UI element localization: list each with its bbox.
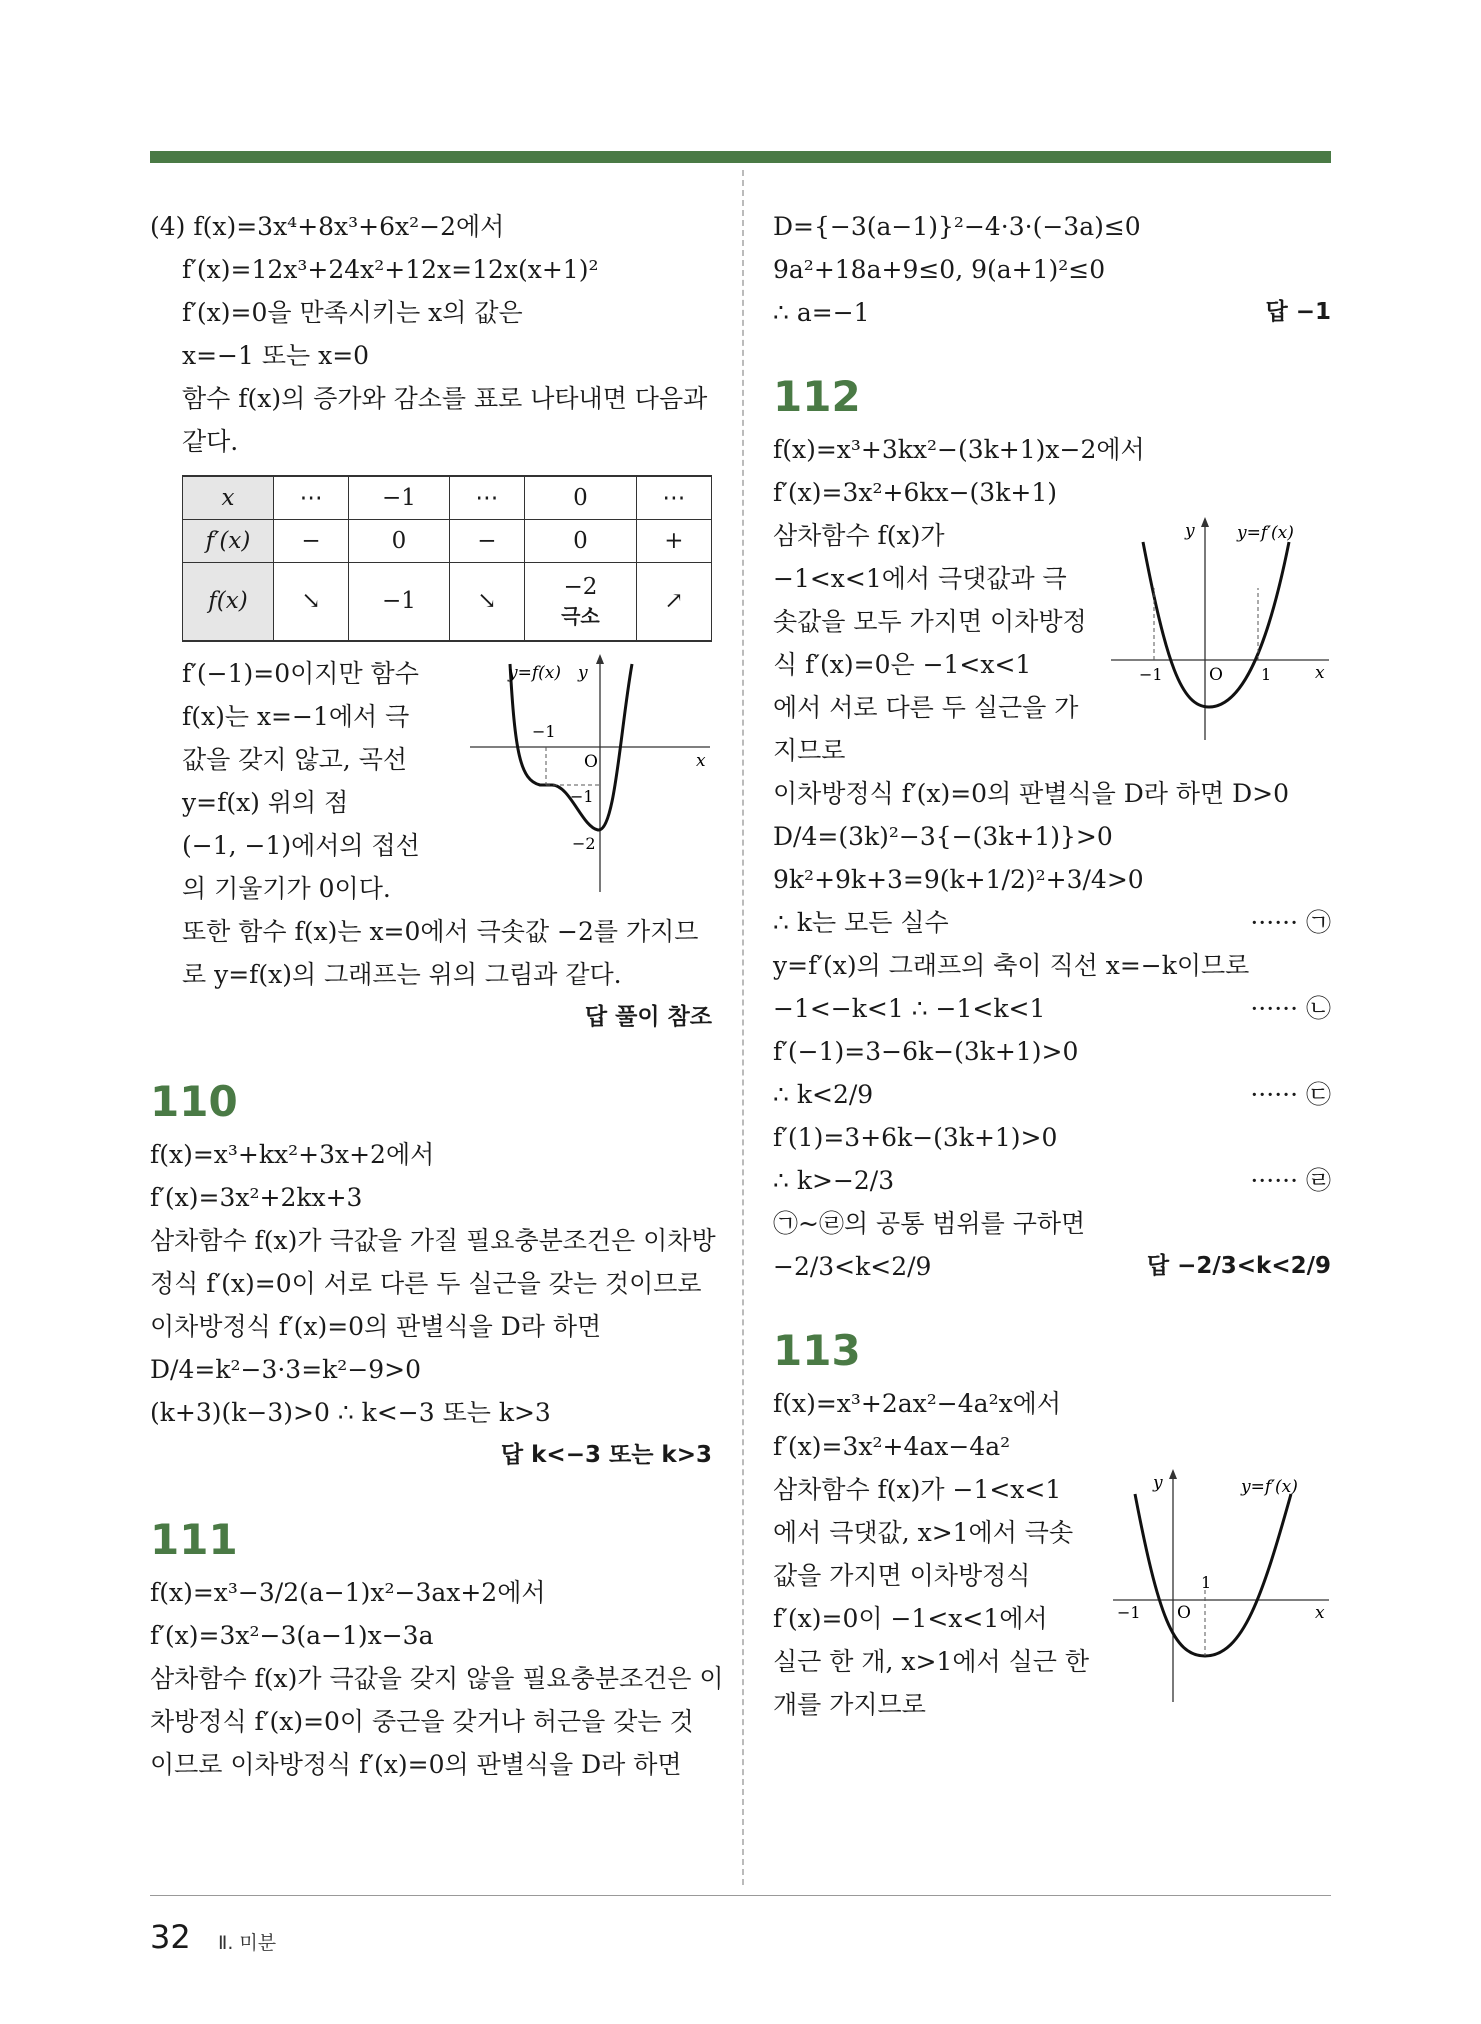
chapter-label: Ⅱ. 미분 bbox=[218, 1932, 277, 1954]
text-line: 로 y=f(x)의 그래프는 위의 그림과 같다. bbox=[182, 959, 622, 989]
side-block bbox=[773, 514, 1331, 772]
table-cell: f(x) bbox=[183, 563, 274, 641]
text-line: 지므로 bbox=[773, 736, 846, 765]
text-line: 에서 서로 다른 두 실근을 가 bbox=[773, 693, 1079, 722]
y-axis-label: y bbox=[1153, 1473, 1163, 1493]
footer-rule bbox=[150, 1895, 1331, 1896]
problem-number-112: 112 bbox=[773, 372, 861, 421]
text-line: 차방정식 f′(x)=0이 중근을 갖거나 허근을 갖는 것 bbox=[150, 1706, 694, 1736]
text-line: f′(1)=3+6k−(3k+1)>0 bbox=[773, 1123, 1058, 1152]
x-axis-label: x bbox=[1315, 663, 1325, 683]
y-axis-label: y bbox=[1185, 521, 1195, 541]
solution-112 bbox=[773, 370, 1331, 1288]
text-line: 실근 한 개, x>1에서 실근 한 bbox=[773, 1647, 1089, 1676]
text-line: f′(x)=0을 만족시키는 x의 값은 bbox=[182, 298, 523, 327]
text-line: 삼차함수 f(x)가 극값을 갖지 않을 필요충분조건은 이 bbox=[150, 1663, 724, 1693]
text-line: ㉠~㉣의 공통 범위를 구하면 bbox=[773, 1209, 1086, 1238]
origin-label: O bbox=[584, 751, 598, 772]
statement: −2/3<k<2/9 bbox=[773, 1252, 932, 1281]
text-line: 의 기울기가 0이다. bbox=[182, 873, 391, 903]
text-line: 에서 극댓값, x>1에서 극솟 bbox=[773, 1518, 1074, 1547]
text-line: f′(x)=3x²+6kx−(3k+1) bbox=[773, 478, 1057, 507]
text-line: (4) f(x)=3x⁴+8x³+6x²−2에서 bbox=[150, 212, 505, 241]
table-cell: + bbox=[636, 520, 711, 563]
text-line: 식 f′(x)=0은 −1<x<1 bbox=[773, 650, 1032, 679]
table-cell: ⋯ bbox=[636, 476, 711, 520]
side-block bbox=[150, 652, 712, 910]
min-value: −2 bbox=[563, 573, 598, 600]
tick-label-y-minus2: −2 bbox=[572, 833, 596, 853]
table-cell: − bbox=[274, 520, 349, 563]
text-line: 개를 가지므로 bbox=[773, 1690, 926, 1719]
tick-label-y-minus1: −1 bbox=[570, 786, 594, 806]
text-line: f′(x)=3x²+2kx+3 bbox=[150, 1182, 363, 1212]
left-column bbox=[150, 205, 724, 1786]
conclusion: ∴ a=−1 bbox=[773, 298, 870, 327]
problem-number-110: 110 bbox=[150, 1076, 238, 1126]
solution-111 bbox=[150, 1513, 724, 1786]
problem-number-111: 111 bbox=[150, 1514, 238, 1564]
answer-112: 답 −2/3<k<2/9 bbox=[1146, 1253, 1331, 1279]
table-cell: ↗ bbox=[636, 563, 711, 641]
text-line: f′(−1)=3−6k−(3k+1)>0 bbox=[773, 1037, 1079, 1066]
text-line: 솟값을 모두 가지면 이차방정 bbox=[773, 607, 1087, 636]
text-line: f′(x)=0이 −1<x<1에서 bbox=[773, 1604, 1048, 1633]
table-cell: ↘ bbox=[449, 563, 524, 641]
text-line: 9a²+18a+9≤0, 9(a+1)²≤0 bbox=[773, 255, 1106, 284]
text-line: 9k²+9k+3=9(k+1/2)²+3/4>0 bbox=[773, 865, 1144, 894]
table-cell: 0 bbox=[524, 520, 636, 563]
table-cell: ⋯ bbox=[449, 476, 524, 520]
x-axis-label: x bbox=[1315, 1603, 1325, 1623]
tick-label-minus1: −1 bbox=[1117, 1603, 1141, 1622]
text-line: (−1, −1)에서의 접선 bbox=[182, 830, 420, 860]
text-line: 또한 함수 f(x)는 x=0에서 극솟값 −2를 가지므 bbox=[182, 916, 699, 946]
x-axis-label: x bbox=[696, 750, 706, 771]
increase-decrease-table bbox=[182, 475, 712, 642]
table-row bbox=[183, 520, 712, 563]
marker-d: ······ ㉣ bbox=[1250, 1166, 1331, 1195]
side-block bbox=[773, 1468, 1331, 1726]
text-line: f′(−1)=0이지만 함수 bbox=[182, 658, 419, 688]
text-line: 이차방정식 f′(x)=0의 판별식을 D라 하면 bbox=[150, 1311, 602, 1341]
text-line: f′(x)=12x³+24x²+12x=12x(x+1)² bbox=[182, 255, 599, 284]
answer-110: 답 k<−3 또는 k>3 bbox=[500, 1441, 712, 1468]
text-line: 삼차함수 f(x)가 −1<x<1 bbox=[773, 1475, 1062, 1504]
text-line: y=f′(x)의 그래프의 축이 직선 x=−k이므로 bbox=[773, 951, 1250, 980]
y-axis-arrow bbox=[596, 654, 604, 664]
text-line: f′(x)=3x²+4ax−4a² bbox=[773, 1432, 1011, 1461]
curve-label: y=f(x) bbox=[508, 662, 561, 683]
graph-fprime-112 bbox=[1111, 512, 1331, 742]
text-line: 정식 f′(x)=0이 서로 다른 두 실근을 갖는 것이므로 bbox=[150, 1268, 702, 1298]
text-line: f(x)=x³+kx²+3x+2에서 bbox=[150, 1139, 435, 1169]
tick-label-1: 1 bbox=[1201, 1573, 1212, 1592]
statement: ∴ k는 모든 실수 bbox=[773, 908, 949, 937]
solution-109-part4 bbox=[150, 205, 712, 1039]
text-line: f(x)는 x=−1에서 극 bbox=[182, 701, 410, 731]
solution-113 bbox=[773, 1324, 1331, 1726]
text-line: 이므로 이차방정식 f′(x)=0의 판별식을 D라 하면 bbox=[150, 1749, 682, 1779]
graph-f bbox=[470, 652, 712, 892]
graph-fprime-113 bbox=[1113, 1464, 1331, 1704]
table-row bbox=[183, 563, 712, 641]
text-line: 값을 가지면 이차방정식 bbox=[773, 1561, 1031, 1590]
origin-label: O bbox=[1177, 1603, 1191, 1623]
table-cell bbox=[524, 563, 636, 641]
text-line: f(x)=x³−3/2(a−1)x²−3ax+2에서 bbox=[150, 1577, 546, 1607]
curve-label: y=f′(x) bbox=[1241, 1477, 1298, 1497]
column-divider bbox=[742, 170, 744, 1885]
text-line: 같다. bbox=[182, 427, 239, 456]
y-axis-arrow bbox=[1201, 517, 1209, 527]
text-line: y=f(x) 위의 점 bbox=[182, 787, 349, 817]
text-line: D/4=(3k)²−3{−(3k+1)}>0 bbox=[773, 822, 1113, 851]
curve-label: y=f′(x) bbox=[1237, 523, 1294, 543]
table-cell: ⋯ bbox=[274, 476, 349, 520]
table-cell: 0 bbox=[349, 520, 450, 563]
table-cell: ↘ bbox=[274, 563, 349, 641]
text-line: 이차방정식 f′(x)=0의 판별식을 D라 하면 D>0 bbox=[773, 779, 1290, 808]
text-line: f(x)=x³+3kx²−(3k+1)x−2에서 bbox=[773, 435, 1145, 464]
text-line: D={−3(a−1)}²−4·3·(−3a)≤0 bbox=[773, 212, 1141, 241]
statement: −1<−k<1 ∴ −1<k<1 bbox=[773, 994, 1046, 1023]
table-cell: −1 bbox=[349, 563, 450, 641]
marker-a: ······ ㉠ bbox=[1250, 908, 1331, 937]
tick-label-1: 1 bbox=[1261, 665, 1272, 684]
table-cell: f′(x) bbox=[183, 520, 274, 563]
right-column bbox=[773, 205, 1331, 1726]
text-line bbox=[773, 987, 1331, 1030]
answer-111: 답 −1 bbox=[1265, 299, 1331, 325]
table-cell: − bbox=[449, 520, 524, 563]
text-line: (k+3)(k−3)>0 ∴ k<−3 또는 k>3 bbox=[150, 1397, 551, 1427]
problem-number-113: 113 bbox=[773, 1326, 861, 1375]
text-line bbox=[773, 901, 1331, 944]
text-line: D/4=k²−3·3=k²−9>0 bbox=[150, 1354, 422, 1384]
text-line: x=−1 또는 x=0 bbox=[182, 341, 370, 370]
text-line: f′(x)=3x²−3(a−1)x−3a bbox=[150, 1620, 434, 1650]
header-bar bbox=[150, 151, 1331, 163]
y-axis-label: y bbox=[578, 662, 588, 683]
table-cell: x bbox=[183, 476, 274, 520]
curve-fprime bbox=[1135, 1494, 1291, 1656]
solution-110 bbox=[150, 1075, 716, 1477]
min-label: 극소 bbox=[561, 603, 600, 628]
text-line: f(x)=x³+2ax²−4a²x에서 bbox=[773, 1389, 1061, 1418]
text-line bbox=[773, 1245, 1331, 1288]
origin-label: O bbox=[1209, 665, 1223, 685]
text-line bbox=[773, 1159, 1331, 1202]
statement: ∴ k>−2/3 bbox=[773, 1166, 895, 1195]
table-cell: −1 bbox=[349, 476, 450, 520]
answer-109: 답 풀이 참조 bbox=[584, 1003, 712, 1030]
solution-111-continued bbox=[773, 205, 1331, 334]
text-line: 삼차함수 f(x)가 bbox=[773, 521, 945, 550]
tick-label-x-minus1: −1 bbox=[532, 721, 556, 741]
page-number: 32 bbox=[150, 1918, 191, 1956]
table-row bbox=[183, 476, 712, 520]
marker-c: ······ ㉢ bbox=[1250, 1080, 1331, 1109]
text-line: 함수 f(x)의 증가와 감소를 표로 나타내면 다음과 bbox=[182, 384, 708, 413]
text-line bbox=[773, 291, 1331, 334]
table-cell: 0 bbox=[524, 476, 636, 520]
marker-b: ······ ㉡ bbox=[1250, 994, 1331, 1023]
tick-label-minus1: −1 bbox=[1139, 665, 1163, 684]
text-line: 값을 갖지 않고, 곡선 bbox=[182, 744, 407, 774]
y-axis-arrow bbox=[1169, 1469, 1177, 1479]
text-line: 삼차함수 f(x)가 극값을 가질 필요충분조건은 이차방 bbox=[150, 1225, 716, 1255]
text-line: −1<x<1에서 극댓값과 극 bbox=[773, 564, 1067, 593]
statement: ∴ k<2/9 bbox=[773, 1080, 874, 1109]
text-line bbox=[773, 1073, 1331, 1116]
